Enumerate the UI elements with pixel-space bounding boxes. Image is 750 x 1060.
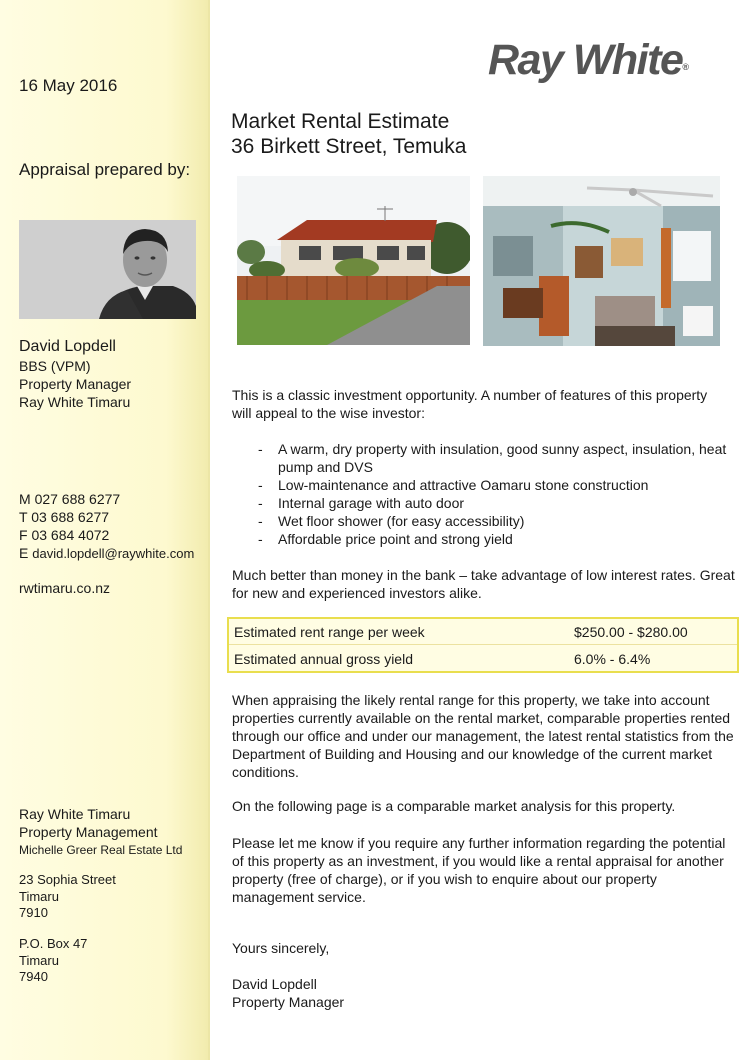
agent-name: David Lopdell [19, 338, 116, 355]
prepared-by-label: Appraisal prepared by: [19, 160, 191, 179]
list-item: - Low-maintenance and attractive Oamaru stone construction [256, 476, 736, 494]
estimate-table [227, 617, 739, 673]
house-exterior-icon [237, 176, 470, 345]
website-link[interactable]: rwtimaru.co.nz [19, 580, 111, 596]
list-item: - Internal garage with auto door [256, 494, 736, 512]
interior-photo [483, 176, 720, 346]
gross-yield-label: Estimated annual gross yield [234, 651, 413, 667]
address-street: 23 Sophia Street [19, 872, 116, 887]
closing-pitch: Much better than money in the bank – take advantage of low interest rates. Great for new and experienced investors alike. [232, 567, 735, 601]
interior-room-icon [483, 176, 720, 346]
po-city: Timaru [19, 952, 59, 968]
po-box: P.O. Box 47 [19, 936, 88, 951]
phone-row [19, 508, 194, 526]
gross-yield-value: 6.0% - 6.4% [574, 651, 651, 667]
table-row [229, 646, 737, 672]
mobile-row [19, 490, 194, 508]
address-city: Timaru [19, 888, 59, 904]
signoff-role: Property Manager [232, 994, 345, 1010]
phone-key: T [19, 509, 28, 525]
list-item: - Affordable price point and strong yield [256, 530, 736, 548]
property-address: 36 Birkett Street, Temuka [231, 135, 467, 158]
ray-white-logo [488, 36, 689, 85]
signoff-greeting: Yours sincerely, [232, 940, 330, 956]
office-block [19, 805, 182, 859]
mobile-key: M [19, 491, 31, 507]
sidebar [0, 0, 210, 1060]
po-postcode: 7940 [19, 969, 48, 984]
contact-request-paragraph: Please let me know if you require any further information regarding the potential of this property as an investment, if you would like a rental appraisal for another property (free of charge), or if you wish to enquire about our property management service. [232, 835, 726, 905]
document-title: Market Rental Estimate [231, 110, 450, 133]
letter-date: 16 May 2016 [19, 76, 118, 95]
phone-number[interactable]: 03 688 6277 [31, 509, 110, 525]
house-exterior-photo [237, 176, 470, 345]
office-division: Property Management [19, 824, 158, 840]
logo-text: Ray White [488, 36, 683, 84]
feature-list [256, 440, 736, 548]
agent-photo [19, 220, 196, 319]
address-postcode: 7910 [19, 905, 48, 920]
fax-key: F [19, 527, 28, 543]
list-item: - A warm, dry property with insulation, good sunny aspect, insulation, heat pump and DVS [256, 440, 736, 476]
intro-paragraph: This is a classic investment opportunity. A number of features of this property will appeal to the wise investor: [232, 387, 708, 421]
email-link[interactable]: david.lopdell@raywhite.com [32, 546, 195, 561]
agent-role: Property Manager [19, 376, 132, 392]
page-title [231, 109, 466, 159]
mobile-number[interactable]: 027 688 6277 [34, 491, 121, 507]
rent-range-label: Estimated rent range per week [234, 624, 425, 640]
fax-number: 03 684 4072 [31, 527, 110, 543]
fax-row [19, 526, 194, 544]
rent-range-value: $250.00 - $280.00 [574, 624, 688, 640]
agent-office: Ray White Timaru [19, 394, 131, 410]
signoff-name: David Lopdell [232, 976, 317, 992]
agent-titles [19, 357, 131, 411]
following-page-paragraph: On the following page is a comparable market analysis for this property. [232, 798, 676, 814]
po-box-address [19, 936, 87, 986]
registered-mark: ® [682, 62, 690, 72]
agent-portrait-icon [19, 220, 196, 319]
list-item: - Wet floor shower (for easy accessibility) [256, 512, 736, 530]
email-key: E [19, 545, 29, 561]
email-row [19, 544, 194, 562]
contact-details [19, 490, 194, 562]
street-address [19, 872, 116, 922]
table-row [229, 619, 737, 645]
appraisal-paragraph: When appraising the likely rental range for this property, we take into account properties currently available on the rental market, comparable properties rented through our office and under our management, the latest rental statistics from the Department of Building and Housing and our knowledge of the current market conditions. [232, 692, 734, 780]
office-name: Ray White Timaru [19, 806, 131, 822]
office-company: Michelle Greer Real Estate Ltd [19, 843, 183, 857]
agent-qualification: BBS (VPM) [19, 358, 91, 374]
